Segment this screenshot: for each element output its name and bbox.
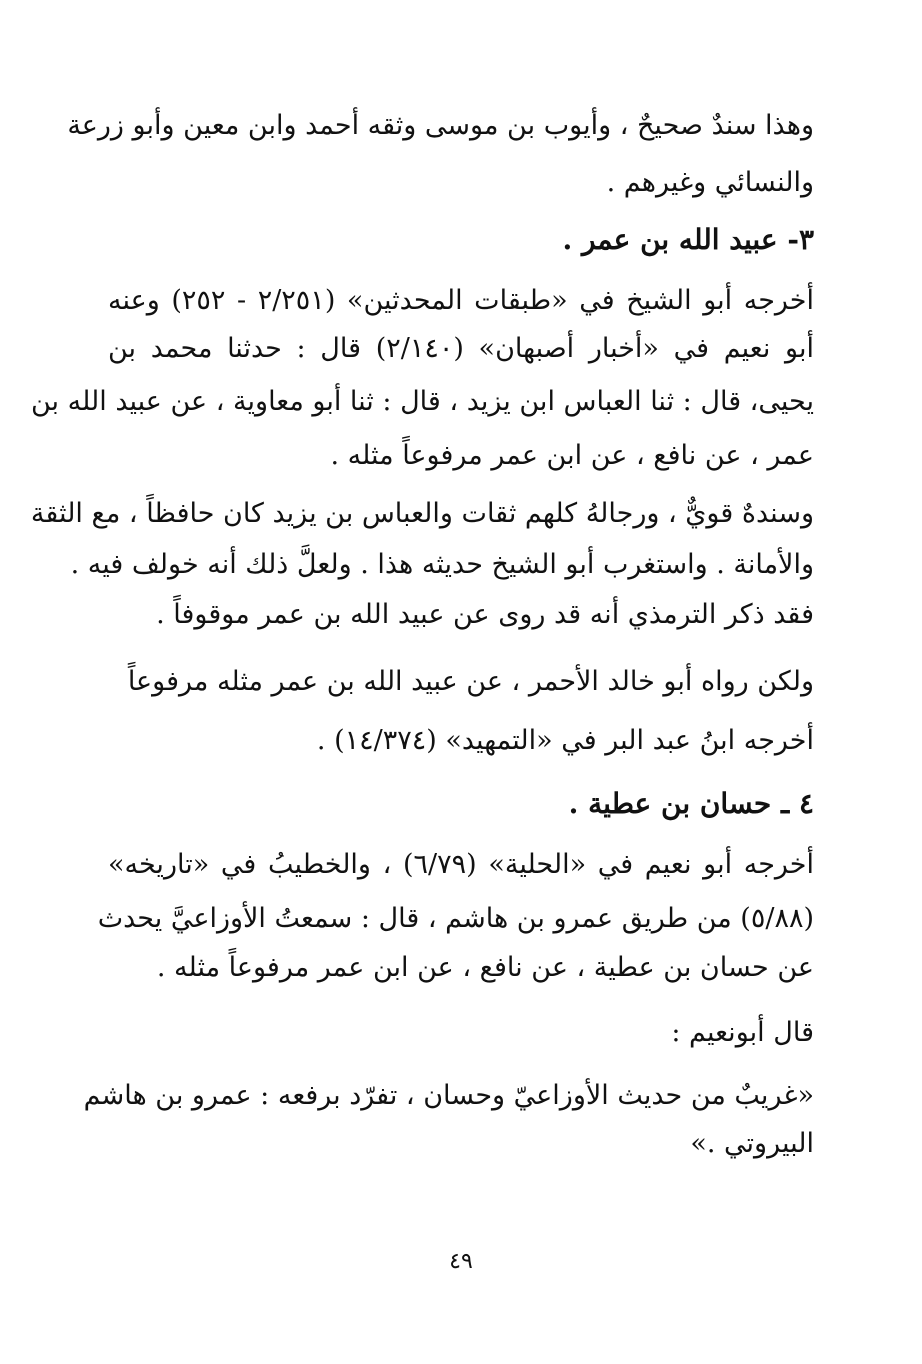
text-line-5: أبو نعيم في «أخبار أصبهان» (٢/١٤٠) قال : حدثنا محمد بن (108, 333, 814, 364)
section-heading-4: ٤ ـ حسان بن عطية . (568, 787, 814, 820)
text-line-9: والأمانة . واستغرب أبو الشيخ حديثه هذا . ولعلَّ ذلك أنه خولف فيه . (70, 549, 814, 580)
text-line-10: فقد ذكر الترمذي أنه قد روى عن عبيد الله بن عمر موقوفاً . (156, 599, 814, 630)
text-line-15: (٥/٨٨) من طريق عمرو بن هاشم ، قال : سمعتُ الأوزاعيَّ يحدث (97, 903, 814, 934)
text-line-17: قال أبونعيم : (671, 1017, 814, 1048)
text-line-8: وسندهٌ قويٌّ ، ورجالهُ كلهم ثقات والعباس بن يزيد كان حافظاً ، مع الثقة (30, 498, 814, 529)
text-line-1: وهذا سندٌ صحيحٌ ، وأيوب بن موسى وثقه أحمد وابن معين وأبو زرعة (67, 110, 814, 141)
text-line-19: البيروتي .» (690, 1128, 814, 1159)
text-line-6: يحيى، قال : ثنا العباس ابن يزيد ، قال : ثنا أبو معاوية ، عن عبيد الله بن (30, 386, 814, 417)
text-line-2: والنسائي وغيرهم . (606, 167, 814, 198)
text-line-14: أخرجه أبو نعيم في «الحلية» (٦/٧٩) ، والخطيبُ في «تاريخه» (108, 849, 814, 880)
text-line-18: «غريبٌ من حديث الأوزاعيّ وحسان ، تفرّد برفعه : عمرو بن هاشم (83, 1080, 814, 1111)
text-line-7: عمر ، عن نافع ، عن ابن عمر مرفوعاً مثله . (330, 440, 814, 471)
text-line-12: أخرجه ابنُ عبد البر في «التمهيد» (١٤/٣٧٤) . (316, 725, 814, 756)
text-line-11: ولكن رواه أبو خالد الأحمر ، عن عبيد الله بن عمر مثله مرفوعاً (127, 666, 814, 697)
page-number: ٤٩ (449, 1249, 473, 1274)
text-line-4: أخرجه أبو الشيخ في «طبقات المحدثين» (٢/٢٥١ - ٢٥٢) وعنه (108, 285, 814, 316)
text-line-16: عن حسان بن عطية ، عن نافع ، عن ابن عمر مرفوعاً مثله . (156, 952, 814, 983)
section-heading-3: ٣- عبيد الله بن عمر . (562, 223, 814, 256)
